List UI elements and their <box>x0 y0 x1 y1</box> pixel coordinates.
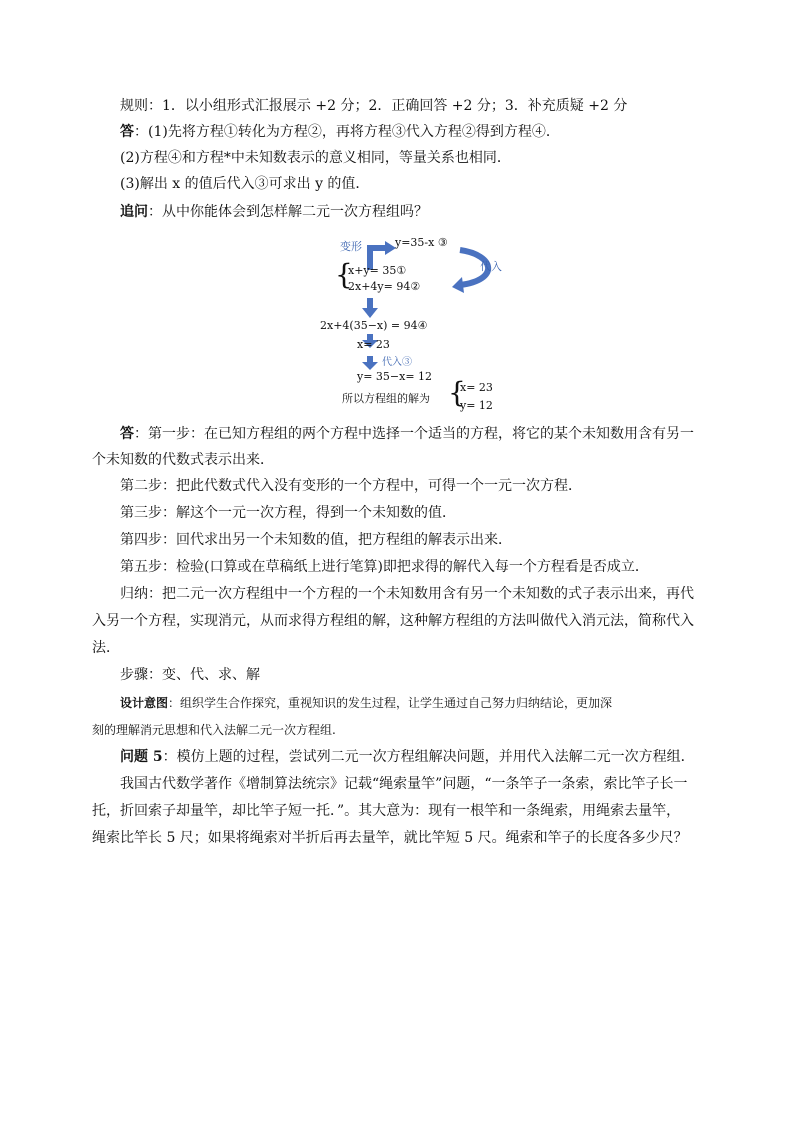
design-line2: 刻的理解消元思想和代入法解二元一次方程组. <box>92 723 336 737</box>
solution-x: x= 23 <box>460 381 493 394</box>
eq2: 2x+4y= 94② <box>348 280 421 293</box>
x-result: x= 23 <box>357 338 390 351</box>
answer2-step4: 第四步：回代求出另一个未知数的值，把方程组的解表示出来． <box>120 532 512 548</box>
rules-line <box>120 96 627 116</box>
summary-line3: 法． <box>92 640 120 656</box>
answer1-label: 答 <box>120 124 134 140</box>
answer2-step3: 第三步：解这个一元一次方程，得到一个未知数的值． <box>120 505 456 521</box>
eq1: x+y= 35① <box>348 264 407 277</box>
answer2-label: 答 <box>120 426 134 442</box>
followup-line <box>120 202 428 222</box>
answer2-step5: 第五步：检验(口算或在草稿纸上进行笔算)即把求得的解代入每一个方程看是否成立． <box>120 559 649 575</box>
answer1-text1: ：(1)先将方程①转化为方程②，再将方程③代入方程②得到方程④． <box>134 124 560 140</box>
answer2-line2: 个未知数的代数式表示出来． <box>92 452 274 468</box>
story-line2: 托，折回索子却量竿，却比竿子短一托．”。其大意为：现有一根竿和一条绳索，用绳索去量竿， <box>92 803 681 819</box>
solution-brace: { <box>448 376 466 409</box>
question5-label: 问题 5 <box>120 749 163 765</box>
substitution-diagram <box>320 230 530 420</box>
eq4: 2x+4(35−x) = 94④ <box>320 319 428 332</box>
down-arrow-1-head <box>362 308 378 318</box>
solution-prefix: 所以方程组的解为 <box>342 392 430 405</box>
story-line1: 我国古代数学著作《增制算法统宗》记载“绳索量竿”问题，“一条竿子一条索，索比竿子长一 <box>120 776 688 792</box>
followup-text: ：从中你能体会到怎样解二元一次方程组吗？ <box>148 204 428 220</box>
story-line3: 绳索比竿长 5 尺；如果将绳索对半折后再去量竿，就比竿短 5 尺。绳索和竿子的长度各多少尺？ <box>92 830 688 846</box>
summary-line1: 归纳：把二元一次方程组中一个方程的一个未知数用含有另一个未知数的式子表示出来，再代 <box>120 586 694 602</box>
down-arrow-3 <box>367 356 373 362</box>
design-line1 <box>120 693 612 713</box>
answer1-line1 <box>120 122 560 142</box>
answer2-step1a: ：第一步：在已知方程组的两个方程中选择一个适当的方程，将它的某个未知数用含有另一 <box>134 426 694 442</box>
steps-line: 步骤：变、代、求、解 <box>120 667 260 683</box>
design-text1: ：组织学生合作探究，重视知识的发生过程，让学生通过自己努力归纳结论，更加深 <box>168 696 613 710</box>
question5-text: ：模仿上题的过程，尝试列二元一次方程组解决问题，并用代入法解二元一次方程组． <box>162 749 695 765</box>
substitute-arrow-head <box>452 277 464 293</box>
transform-label: 变形 <box>340 240 362 253</box>
substitute-label: 代入 <box>480 260 502 273</box>
system-brace: { <box>335 258 353 291</box>
summary-line2: 入另一个方程，实现消元，从而求得方程组的解，这种解方程组的方法叫做代入消元法，简称代入 <box>92 613 694 629</box>
answer2-line1 <box>120 424 694 444</box>
y-result: y= 35−x= 12 <box>357 370 433 383</box>
solution-y: y= 12 <box>460 399 493 412</box>
sub3-label: 代入③ <box>382 357 412 368</box>
answer2-step2: 第二步：把此代数式代入没有变形的一个方程中，可得一个一元一次方程． <box>120 478 582 494</box>
answer1-line2: (2)方程④和方程*中未知数表示的意义相同，等量关系也相同． <box>120 150 511 166</box>
question5-line <box>120 747 695 767</box>
down-arrow-3-head <box>362 362 378 370</box>
eq3: y=35-x ③ <box>395 236 448 249</box>
design-label: 设计意图 <box>120 696 169 710</box>
rules-text: 1．以小组形式汇报展示 +2 分；2．正确回答 +2 分；3．补充质疑 +2 分 <box>162 98 628 114</box>
answer1-line3: (3)解出 x 的值后代入③可求出 y 的值． <box>120 176 370 192</box>
followup-label: 追问 <box>120 204 148 220</box>
down-arrow-1 <box>367 298 373 308</box>
rules-label: 规则： <box>120 98 162 114</box>
